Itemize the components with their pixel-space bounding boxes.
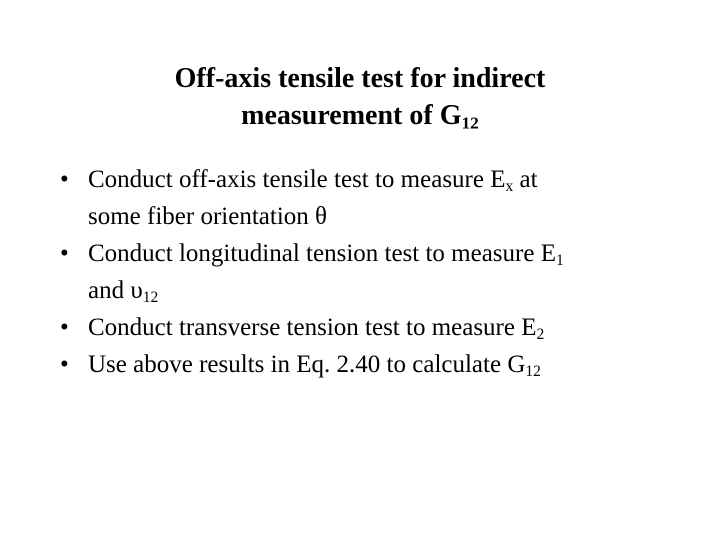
bullet-text — [88, 166, 538, 230]
bullet-icon: • — [60, 166, 69, 193]
bullet-icon: • — [60, 314, 69, 341]
slide-title — [0, 60, 720, 134]
bullet-text-line-2: some fiber orientation θ — [88, 203, 327, 230]
bullet-text-part: at — [513, 166, 538, 193]
bullet-text-line-2: and υ — [88, 277, 143, 304]
title-line-1: Off-axis tensile test for indirect — [174, 63, 546, 94]
bullet-subscript: 1 — [555, 251, 564, 269]
bullet-list — [60, 161, 680, 383]
bullet-text — [88, 314, 544, 341]
bullet-item-transverse-test — [60, 309, 680, 346]
bullet-text — [88, 240, 564, 304]
bullet-text-part: Conduct transverse tension test to measure E — [88, 314, 537, 341]
bullet-text-part: Conduct off-axis tensile test to measure E — [88, 166, 506, 193]
bullet-subscript: x — [505, 177, 514, 195]
bullet-text-part: Use above results in Eq. 2.40 to calculate G — [88, 351, 526, 378]
bullet-icon: • — [60, 240, 69, 267]
bullet-subscript: 12 — [142, 288, 159, 306]
title-subscript: 12 — [461, 113, 479, 133]
title-line-2 — [0, 97, 720, 134]
bullet-icon: • — [60, 351, 69, 378]
bullet-subscript: 12 — [525, 362, 541, 380]
title-line-2-text: measurement of G — [241, 100, 462, 131]
bullet-item-calculate-g12 — [60, 346, 680, 383]
bullet-item-longitudinal-test — [60, 235, 680, 309]
bullet-text-part: Conduct longitudinal tension test to measure E — [88, 240, 556, 267]
bullet-item-off-axis-test — [60, 161, 680, 235]
bullet-text — [88, 351, 541, 378]
bullet-subscript: 2 — [536, 325, 545, 343]
